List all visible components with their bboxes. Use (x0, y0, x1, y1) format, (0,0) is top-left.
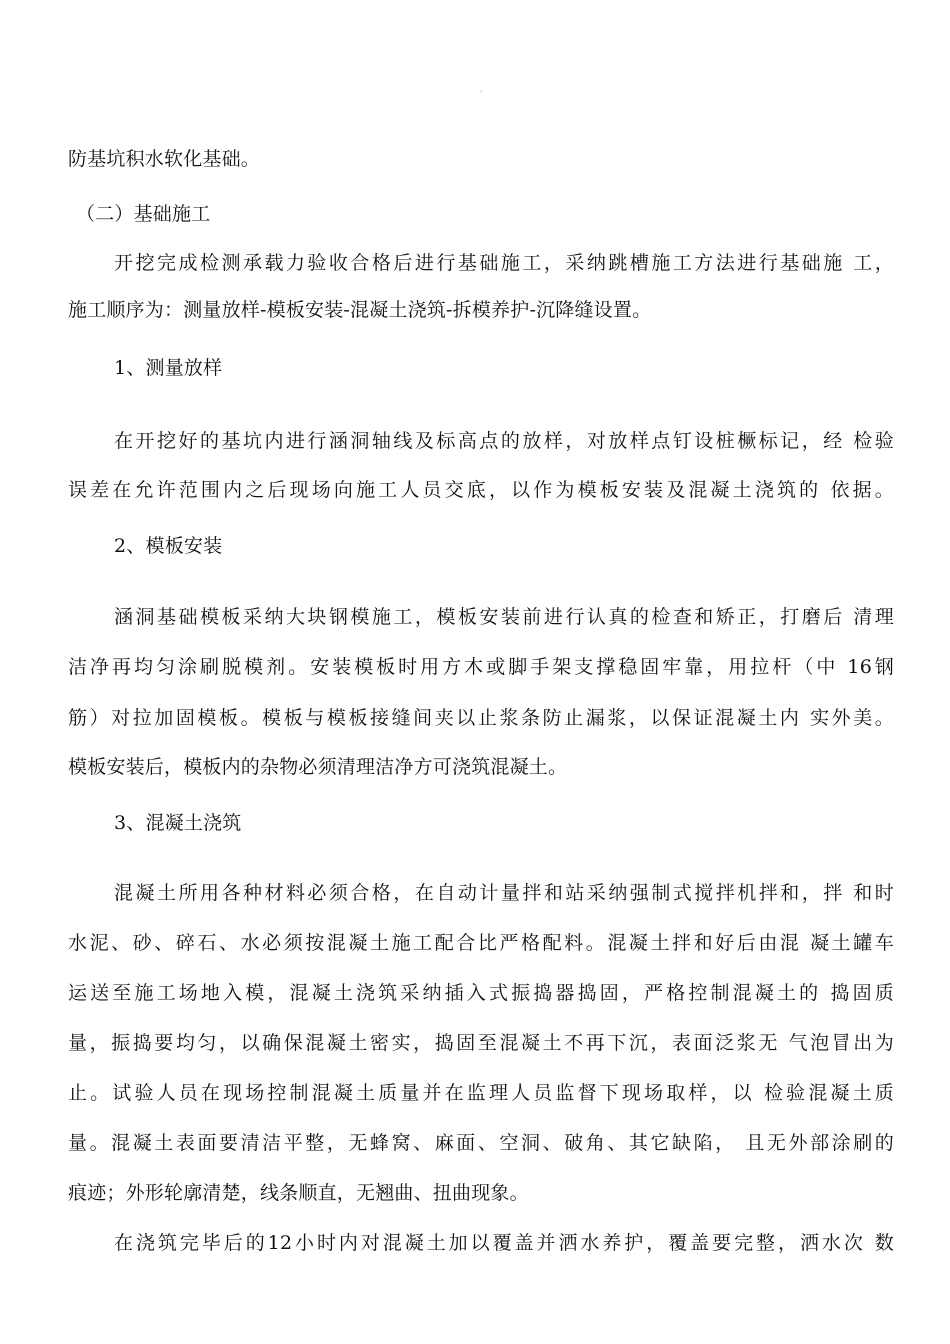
header-mark: ˈ (480, 90, 483, 99)
paragraph-line: 量。混凝土表面要清洁平整，无蜂窝、麻面、空洞、破角、其它缺陷， 且无外部涂刷的 (68, 1132, 894, 1154)
paragraph-line: 水泥、砂、碎石、水必须按混凝土施工配合比严格配料。混凝土拌和好后由混 凝土罐车 (68, 932, 894, 954)
paragraph-line: 涵洞基础模板采纳大块钢模施工，模板安装前进行认真的检查和矫正，打磨后 清理 (114, 606, 894, 628)
paragraph-line: 开挖完成检测承载力验收合格后进行基础施工，采纳跳槽施工方法进行基础施 工， (114, 252, 894, 274)
paragraph-line: 量，振捣要均匀，以确保混凝土密实，捣固至混凝土不再下沉，表面泛浆无 气泡冒出为 (68, 1032, 894, 1054)
paragraph-line: 在开挖好的基坑内进行涵洞轴线及标高点的放样，对放样点钉设桩橛标记，经 检验 (114, 430, 894, 452)
paragraph-line: 施工顺序为：测量放样-模板安装-混凝土浇筑-拆模养护-沉降缝设置。 (68, 299, 652, 321)
paragraph-line: 筋）对拉加固模板。模板与模板接缝间夹以止浆条防止漏浆，以保证混凝土内 实外美。 (68, 707, 894, 729)
paragraph-line: 在浇筑完毕后的12小时内对混凝土加以覆盖并洒水养护，覆盖要完整，洒水次 数 (114, 1232, 894, 1254)
paragraph-line: 运送至施工场地入模，混凝土浇筑采纳插入式振捣器捣固，严格控制混凝土的 捣固质 (68, 982, 894, 1004)
subsection-heading: 1、测量放样 (114, 357, 223, 379)
paragraph-line: 洁净再均匀涂刷脱模剂。安装模板时用方木或脚手架支撑稳固牢靠，用拉杆（中 16钢 (68, 656, 894, 678)
paragraph-line: 痕迹；外形轮廓清楚，线条顺直，无翘曲、扭曲现象。 (68, 1182, 529, 1204)
subsection-heading: 2、模板安装 (114, 535, 223, 557)
paragraph-line: 防基坑积水软化基础。 (68, 148, 261, 170)
paragraph-line: 混凝土所用各种材料必须合格，在自动计量拌和站采纳强制式搅拌机拌和，拌 和时 (114, 882, 894, 904)
paragraph-line: 模板安装后，模板内的杂物必须清理洁净方可浇筑混凝土。 (68, 756, 568, 778)
paragraph-line: 误差在允许范围内之后现场向施工人员交底，以作为模板安装及混凝土浇筑的 依据。 (68, 479, 894, 501)
paragraph-line: 止。试验人员在现场控制混凝土质量并在监理人员监督下现场取样，以 检验混凝土质 (68, 1082, 894, 1104)
section-heading: （二）基础施工 (76, 203, 211, 225)
subsection-heading: 3、混凝土浇筑 (114, 812, 242, 834)
